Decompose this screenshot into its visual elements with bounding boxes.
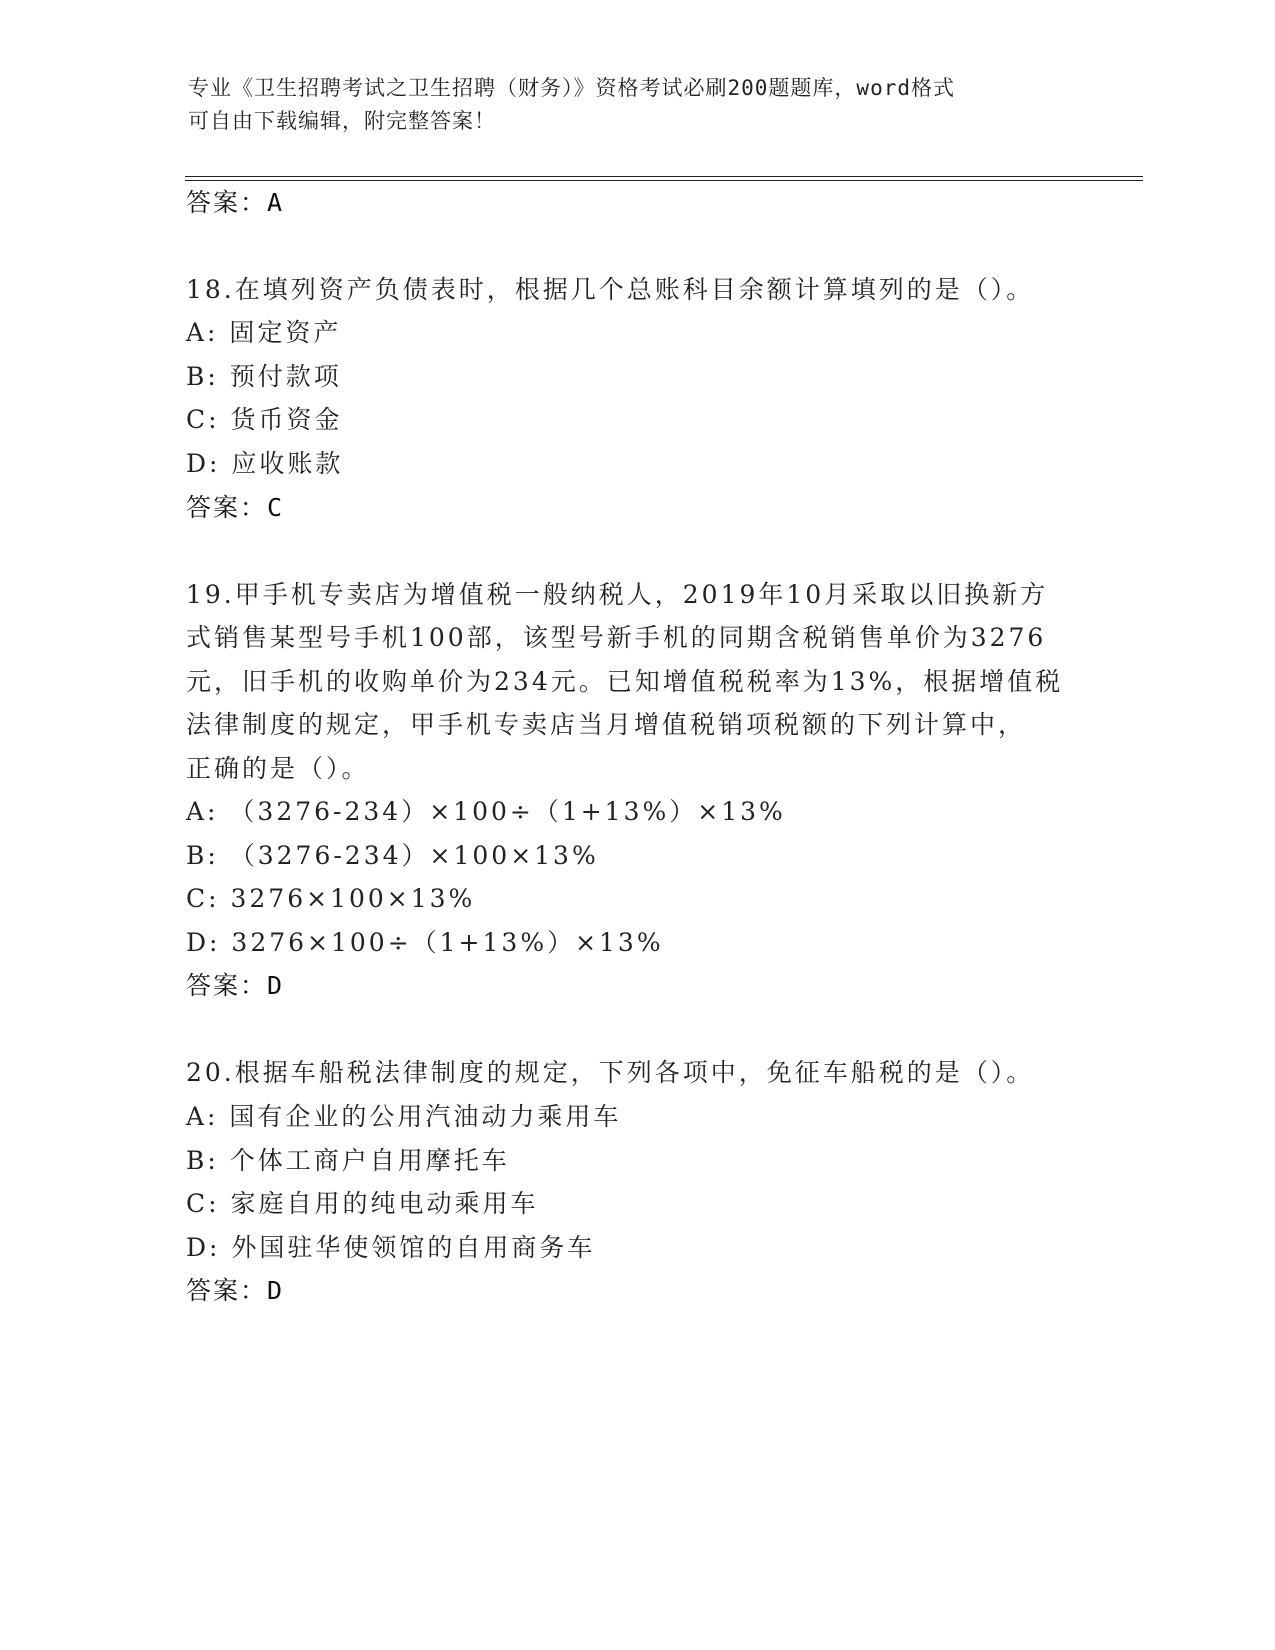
header-line-2: 可自由下载编辑，附完整答案！ [188,109,496,133]
question-19-option-a: A: （3276-234）×100÷（1+13%）×13% [186,797,786,826]
answer-18: 答案：C [186,493,285,522]
question-19-option-b: B: （3276-234）×100×13% [186,841,599,870]
question-20-stem: 20.根据车船税法律制度的规定，下列各项中，免征车船税的是（）。 [186,1058,1035,1087]
header-divider [185,176,1143,181]
question-20-option-c: C: 家庭自用的纯电动乘用车 [186,1189,539,1218]
question-18-stem: 18.在填列资产负债表时，根据几个总账科目余额计算填列的是（）。 [186,275,1035,304]
answer-20: 答案：D [186,1276,285,1305]
question-19-stem-line-2: 式销售某型号手机100部，该型号新手机的同期含税销售单价为3276 [186,623,1047,652]
question-18-option-a: A: 固定资产 [186,318,342,347]
answer-17: 答案：A [186,188,285,217]
question-19-stem-line-4: 法律制度的规定，甲手机专卖店当月增值税销项税额的下列计算中， [186,710,1027,739]
question-20-option-d: D: 外国驻华使领馆的自用商务车 [186,1233,596,1262]
question-19-option-d: D: 3276×100÷（1+13%）×13% [186,928,664,957]
question-19-stem-line-1: 19.甲手机专卖店为增值税一般纳税人，2019年10月采取以旧换新方 [186,580,1049,609]
question-18-option-c: C: 货币资金 [186,405,343,434]
question-19-stem-line-3: 元，旧手机的收购单价为234元。已知增值税税率为13%，根据增值税 [186,667,1064,696]
question-18-option-d: D: 应收账款 [186,449,344,478]
question-18-option-b: B: 预付款项 [186,362,342,391]
header-line-1: 专业《卫生招聘考试之卫生招聘（财务）》资格考试必刷200题题库，word格式 [188,76,955,100]
question-19-option-c: C: 3276×100×13% [186,884,476,913]
question-20-option-b: B: 个体工商户自用摩托车 [186,1146,510,1175]
document-header [188,72,1088,138]
question-20-option-a: A: 国有企业的公用汽油动力乘用车 [186,1102,622,1131]
question-19-stem-line-5: 正确的是（）。 [186,754,370,783]
answer-19: 答案：D [186,971,285,1000]
